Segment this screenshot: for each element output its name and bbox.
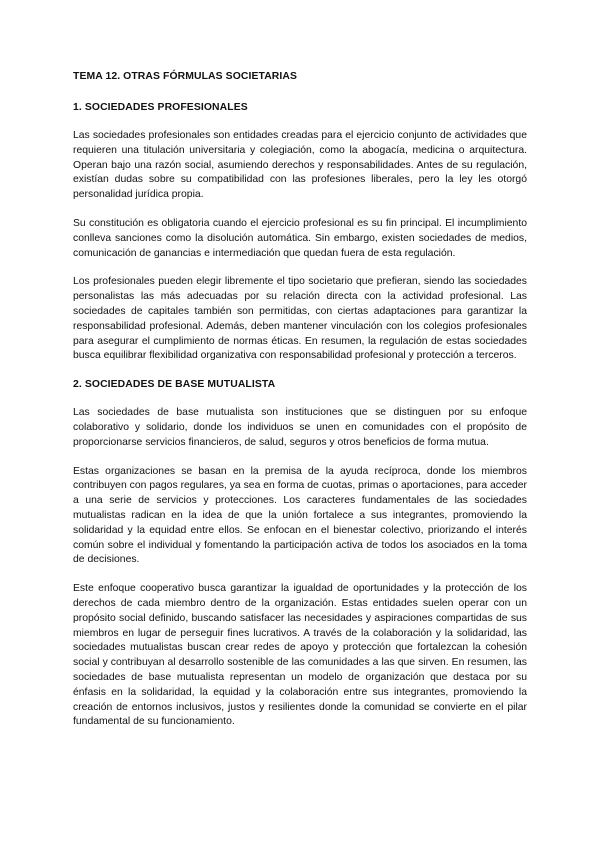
- paragraph: Las sociedades profesionales son entidades creadas para el ejercicio conjunto de actividades que requieren una titulación universitaria y colegiación, como la abogacía, medicina o arquitectura. Operan bajo una razón social, asumiendo derechos y responsabilidades. Antes de su regulación, existían dudas sobre su compatibilidad con las profesiones liberales, pero la ley les otorgó personalidad jurídica propia.: [73, 130, 527, 201]
- section-sociedades-mutualistas: [73, 378, 527, 730]
- paragraph: Estas organizaciones se basan en la premisa de la ayuda recíproca, donde los miembros contribuyen con pagos regulares, ya sea en forma de cuotas, primas o aportaciones, para acceder a una serie de servicios y protecciones. Los caracteres fundamentales de las sociedades mutualistas radican en la idea de que la unión fortalece a sus integrantes, promoviendo la solidaridad y la equidad entre ellos. Se enfocan en el bienestar colectivo, priorizando el interés común sobre el individual y fomentando la participación activa de todos los asociados en la toma de decisiones.: [73, 465, 527, 566]
- paragraph: Las sociedades de base mutualista son instituciones que se distinguen por su enfoque colaborativo y solidario, donde los individuos se unen en comunidades con el propósito de proporcionarse servicios financieros, de salud, seguros y otros beneficios de forma mutua.: [73, 407, 527, 448]
- paragraph: Este enfoque cooperativo busca garantizar la igualdad de oportunidades y la protección de los derechos de cada miembro dentro de la organización. Estas entidades suelen operar con un propósito social definido, buscando satisfacer las necesidades y aspiraciones compartidas de sus miembros en lugar de perseguir fines lucrativos. A través de la colaboración y la solidaridad, las sociedades mutualistas buscan crear redes de apoyo y protección que fortalezcan la cohesión social y contribuyan al desarrollo sostenible de las comunidades a las que sirven. En resumen, las sociedades de base mutualista representan un modelo de organización que destaca por su énfasis en la solidaridad, la equidad y la colaboración entre sus integrantes, promoviendo la creación de entornos inclusivos, justos y resilientes donde la comunidad se convierte en el pilar fundamental de su funcionamiento.: [73, 583, 527, 728]
- document-title: TEMA 12. OTRAS FÓRMULAS SOCIETARIAS: [73, 71, 298, 82]
- paragraph: Los profesionales pueden elegir libremente el tipo societario que prefieran, siendo las sociedades personalistas las más adecuadas por su relación directa con la actividad profesional. Las sociedades de capitales también son permitidas, con ciertas adaptaciones para garantizar la responsabilidad profesional. Además, deben mantener vinculación con los colegios profesionales para asegurar el cumplimiento de normas éticas. En resumen, la regulación de estas sociedades busca equilibrar flexibilidad organizativa con responsabilidad profesional y protección a terceros.: [73, 276, 527, 362]
- section-sociedades-profesionales: [73, 101, 527, 364]
- section-heading: 1. SOCIEDADES PROFESIONALES: [73, 102, 248, 113]
- paragraph: Su constitución es obligatoria cuando el ejercicio profesional es su fin principal. El incumplimiento conlleva sanciones como la disolución automática. Sin embargo, existen sociedades de medios, comunicación de ganancias e intermediación que quedan fuera de esta regulación.: [73, 217, 527, 259]
- section-heading: 2. SOCIEDADES DE BASE MUTUALISTA: [73, 379, 276, 391]
